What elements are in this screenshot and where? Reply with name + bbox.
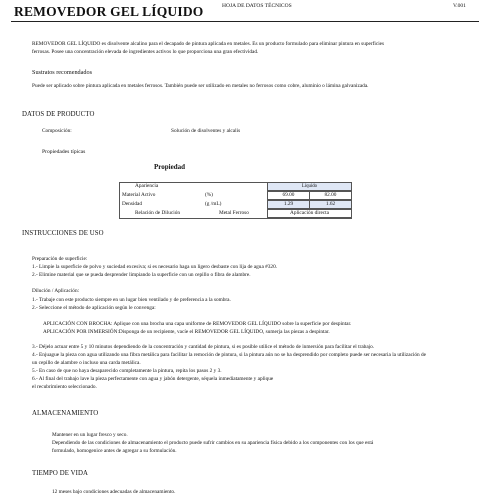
- instruction-step: 3.- Déjelo actuar entre 5 y 10 minutos dependiendo de la concentración y cantidad de pintura, si es posible utilice el método de inmersión para facilitar el trabajo.: [32, 344, 375, 350]
- header-divider: [11, 21, 479, 22]
- instruction-step: 5.- En caso de que no haya desaparecido completamente la pintura, repita los pasos 2 y 3.: [32, 368, 222, 374]
- prop-name: Densidad: [122, 201, 143, 207]
- version-label: V.001: [453, 3, 466, 9]
- document-type: HOJA DE DATOS TÉCNICOS: [222, 3, 292, 9]
- dilucion-step: 1.- Trabaje con este producto siempre en un lugar bien ventilado y de preferencia a la sombra.: [32, 297, 231, 303]
- composicion-label: Composición:: [42, 128, 72, 134]
- instrucciones-heading: INSTRUCCIONES DE USO: [22, 230, 104, 237]
- intro-line-2: ferrosas. Posee una concentración elevada de ingredientes activos lo que proporciona una gran efectividad.: [32, 49, 259, 55]
- prop-value: 69.00: [267, 191, 310, 200]
- prop-name: Apariencia: [135, 183, 159, 189]
- prop-value: Líquido: [267, 182, 352, 191]
- almacenamiento-line: Mantener en un lugar fresco y seco.: [52, 432, 128, 438]
- properties-table: [119, 182, 352, 219]
- prop-unit: Metal Ferroso: [219, 210, 249, 216]
- prep-step: 2.- Elimine material que se pueda desprender limpiando la superficie con un cepillo o fibra de alambre.: [32, 272, 251, 278]
- tiempo-heading: TIEMPO DE VIDA: [32, 470, 89, 477]
- composicion-value: Solución de disolventes y alcalis: [171, 128, 241, 134]
- table-header: Propiedad: [154, 163, 185, 171]
- propiedades-label: Propiedades típicas: [42, 149, 86, 155]
- prop-unit: (g /mL): [205, 201, 222, 207]
- almacenamiento-line: formulado, homogenice antes de agregar a su formulación.: [52, 448, 177, 454]
- prop-value: 82.00: [309, 191, 352, 200]
- sustratos-heading: Sustratos recomendados: [32, 69, 92, 76]
- prep-step: 1.- Limpie la superficie de polvo y suciedad excesiva; si es necesario haga un ligero desbaste con lija de agua #320.: [32, 264, 278, 270]
- datos-heading: DATOS DE PRODUCTO: [22, 111, 95, 118]
- tiempo-text: 12 meses bajo condiciones adecuadas de almacenamiento.: [52, 489, 176, 495]
- instruction-step: el recubrimiento seleccionado.: [32, 384, 97, 390]
- instruction-step: un cepillo de alambre o incluso una carda metálica.: [32, 360, 141, 366]
- instruction-step: 6.- Al final del trabajo lave la pieza perfectamente con agua y jabón detergente, séquela inmediatamente y aplique: [32, 376, 274, 382]
- prop-value: Aplicación directa: [267, 209, 352, 218]
- dilucion-step: 2.- Seleccione el método de aplicación según le convenga:: [32, 305, 156, 311]
- prop-unit: (%): [205, 192, 213, 198]
- almacenamiento-heading: ALMACENAMIENTO: [32, 410, 99, 417]
- instruction-step: 4.- Enjuague la pieza con agua utilizando una fibra metálica para facilitar la remoción de pintura, si la pintura aún no se ha desprendido por completo puede ser necesaria la utilización de: [32, 352, 427, 358]
- prep-heading: Preparación de superficie:: [32, 256, 88, 262]
- prop-name: Material Activo: [122, 192, 156, 198]
- brocha-method: APLICACIÓN CON BROCHA: Aplique con una brocha una capa uniforme de REMOVEDOR GEL LÍQUIDO sobre la superficie por despintar.: [43, 321, 352, 327]
- sustratos-text: Puede ser aplicado sobre pintura aplicada en metales ferrosos. También puede ser utilizado en metales no ferrosos como cobre, aluminio o lámina galvanizada.: [32, 83, 369, 89]
- inmersion-method: APLICACIÓN POR INMERSIÓN:Disponga de un recipiente, vacíe el REMOVEDOR GEL LÍQUIDO, sumerja las piezas a despintar.: [43, 329, 330, 335]
- intro-line-1: REMOVEDOR GEL LÍQUIDO es disolvente alcalino para el decapado de pintura aplicada en metales. Es un producto formulado para eliminar pintura en superficies: [32, 41, 385, 47]
- prop-value: 1.62: [309, 200, 352, 209]
- dilucion-heading: Dilución / Aplicación:: [32, 288, 80, 294]
- prop-name: Relación de Dilución: [135, 210, 181, 216]
- document-title: REMOVEDOR GEL LÍQUIDO: [14, 4, 204, 19]
- prop-value: 1.29: [267, 200, 310, 209]
- almacenamiento-line: Dependiendo de las condiciones de almacenamiento el producto puede sufrir cambios en su apariencia física debido a los componentes con los que está: [52, 440, 374, 446]
